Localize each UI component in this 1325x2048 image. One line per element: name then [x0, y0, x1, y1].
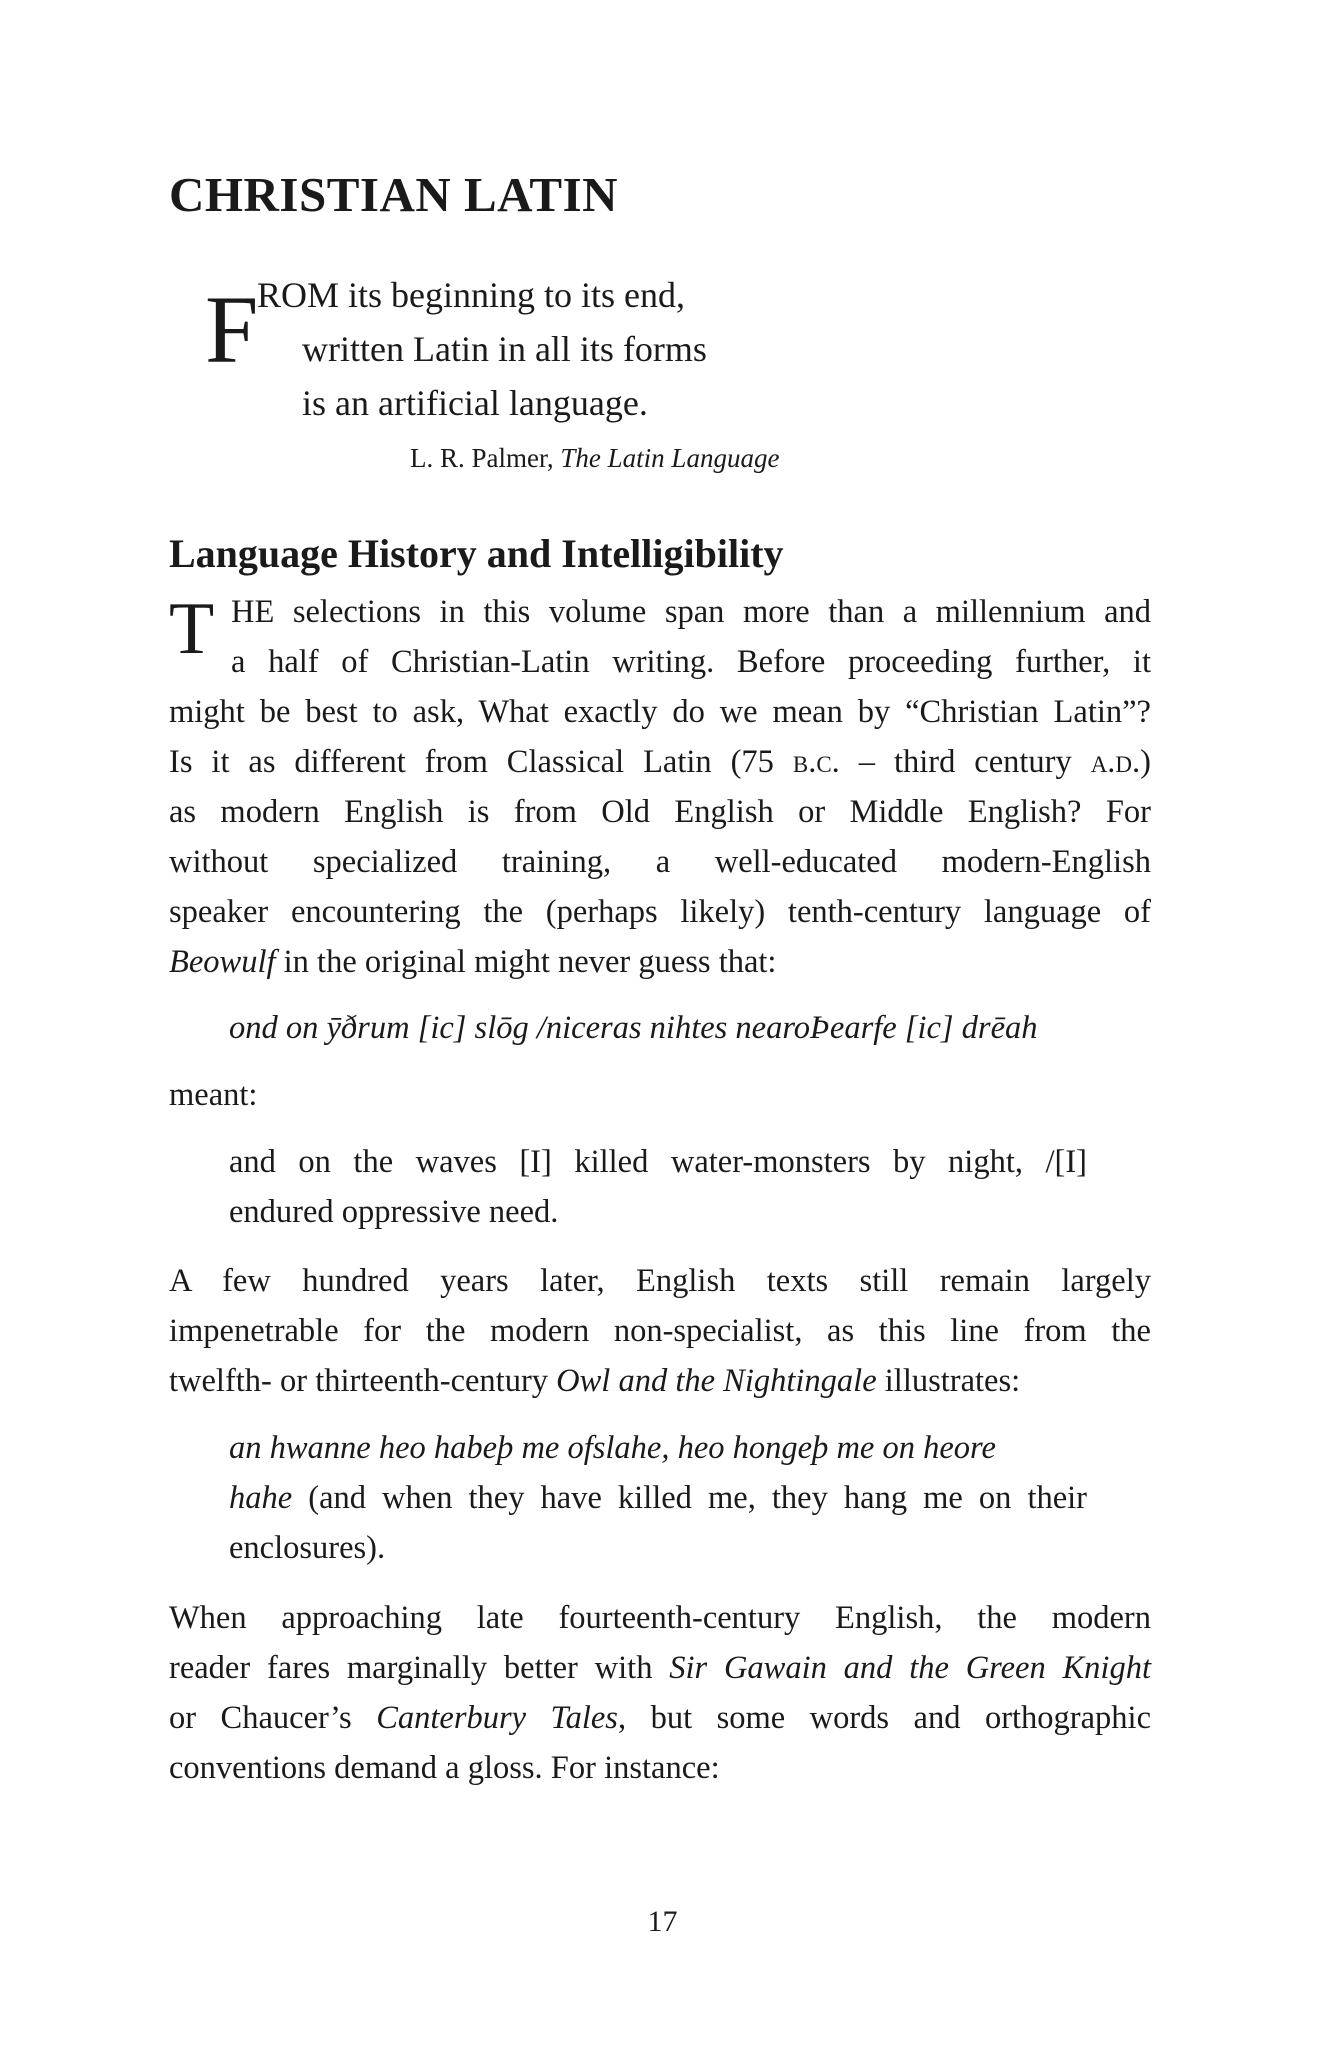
para3-line-4: conventions demand a gloss. For instance: — [169, 1750, 720, 1786]
beowulf-quote: ond on ȳðrum [ic] slōg /niceras nihtes nearoÞearfe [ic] drēah — [229, 1010, 1038, 1046]
page-number: 17 — [647, 1905, 678, 1938]
para1-line-6: without specialized training, a well-educated modern-English — [169, 844, 1151, 880]
para2-line-2: impenetrable for the modern non-specialist, as this line from the — [169, 1313, 1151, 1349]
quote3-line-3: enclosures). — [229, 1530, 386, 1566]
epigraph-line-2: written Latin in all its forms — [302, 329, 707, 369]
epigraph-line-3: is an artificial language. — [302, 383, 648, 423]
epigraph-drop-cap: F — [205, 276, 259, 383]
attribution-title: The Latin Language — [560, 443, 780, 473]
paragraph-drop-cap: T — [169, 588, 215, 670]
para1-line-2: a half of Christian-Latin writing. Before proceeding further, it — [231, 644, 1151, 680]
epigraph-line-1: ROM its beginning to its end, — [257, 275, 686, 315]
para3-line-3: or Chaucer’s Canterbury Tales, but some words and orthographic — [169, 1700, 1152, 1736]
attribution-author: L. R. Palmer, — [410, 443, 561, 473]
quote2-line-1: and on the waves [I] killed water-monsters by night, /[I] — [229, 1144, 1087, 1180]
para2-line-3: twelfth- or thirteenth-century Owl and the Nightingale illustrates: — [169, 1363, 1021, 1399]
para1-line-7: speaker encountering the (perhaps likely) tenth-century language of — [169, 894, 1151, 930]
quote3-line-1: an hwanne heo habeþ me ofslahe, heo hongeþ me on heore — [229, 1430, 996, 1466]
para2-line-1: A few hundred years later, English texts still remain largely — [169, 1263, 1151, 1299]
para3-line-1: When approaching late fourteenth-century English, the modern — [169, 1600, 1151, 1636]
para1-line-5: as modern English is from Old English or Middle English? For — [169, 794, 1151, 830]
para1-line-8: Beowulf in the original might never guess that: — [169, 944, 777, 980]
chapter-title: CHRISTIAN LATIN — [169, 167, 619, 222]
quote2-line-2: endured oppressive need. — [229, 1194, 559, 1230]
para1-line-4: Is it as different from Classical Latin (75 b.c. – third century a.d.) — [169, 744, 1151, 780]
para1-line-1: HE selections in this volume span more than a millennium and — [231, 594, 1151, 630]
para3-line-2: reader fares marginally better with Sir Gawain and the Green Knight — [169, 1650, 1151, 1686]
para1-line-3: might be best to ask, What exactly do we mean by “Christian Latin”? — [169, 694, 1151, 730]
meant-label: meant: — [169, 1077, 258, 1113]
epigraph-attribution — [410, 436, 779, 480]
quote3-line-2: hahe (and when they have killed me, they hang me on their — [229, 1480, 1087, 1516]
section-title: Language History and Intelligibility — [169, 531, 784, 576]
